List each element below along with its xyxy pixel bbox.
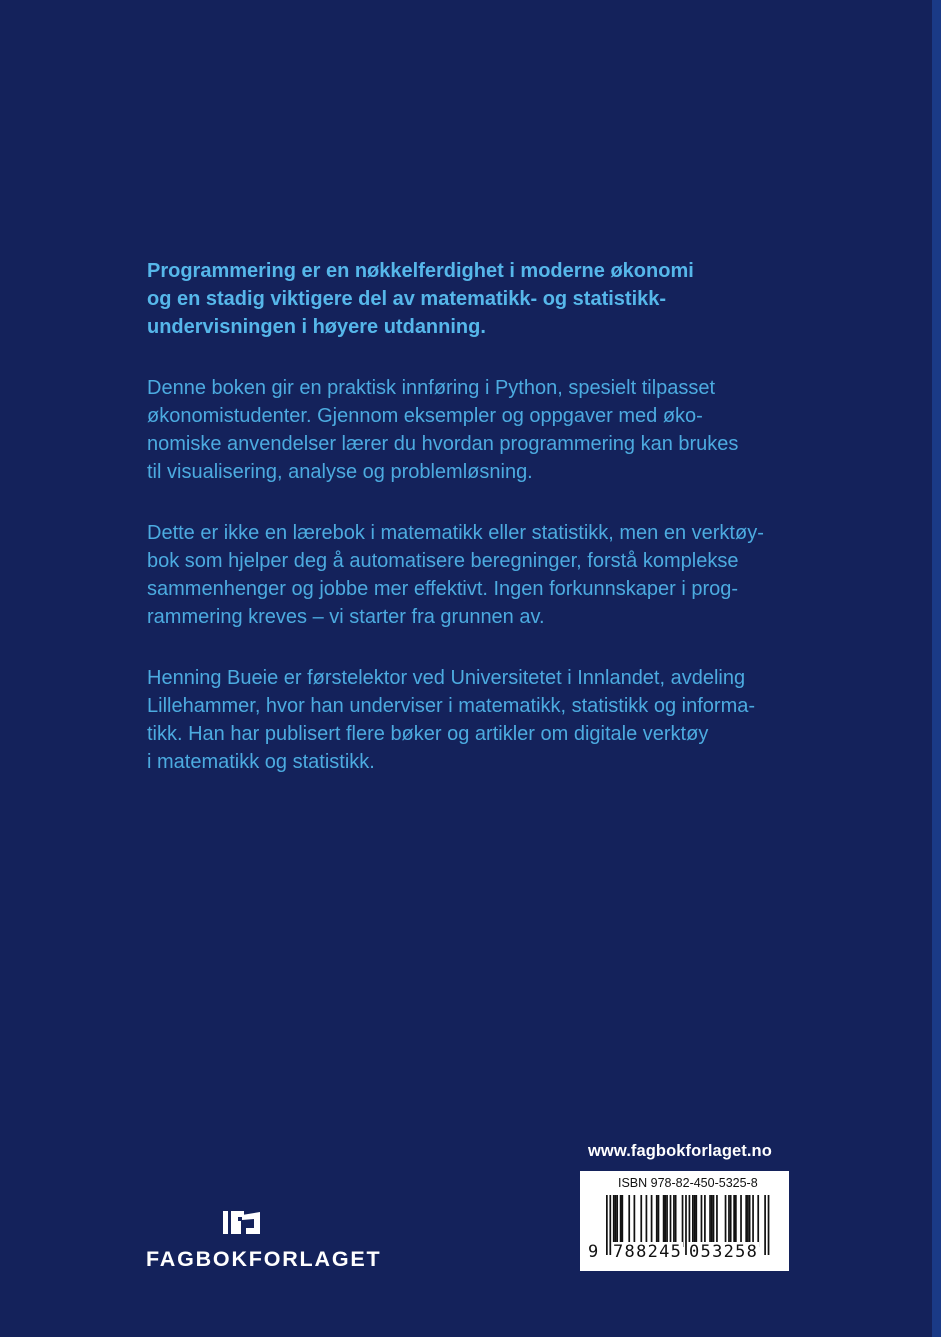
- paragraph-line: sammenhenger og jobbe mer effektivt. Ingen forkunnskaper i prog-: [147, 578, 739, 600]
- paragraph-line: nomiske anvendelser lærer du hvordan programmering kan brukes: [147, 433, 739, 455]
- barcode-bar: [694, 1195, 696, 1247]
- paragraph-line: Henning Bueie er førstelektor ved Universitetet i Innlandet, avdeling: [147, 667, 746, 689]
- paragraph-line: til visualisering, analyse og problemløsning.: [147, 461, 533, 483]
- barcode-bar: [740, 1195, 742, 1247]
- barcode-bar: [656, 1195, 658, 1247]
- barcode-bar: [711, 1195, 713, 1247]
- barcode-bar: [764, 1195, 766, 1255]
- paragraph-line: bok som hjelper deg å automatisere beregninger, forstå komplekse: [147, 550, 739, 572]
- paragraph-line: Lillehammer, hvor han underviser i matematikk, statistikk og informa-: [147, 695, 756, 717]
- barcode-bar: [615, 1195, 617, 1247]
- author-paragraph: [147, 664, 807, 776]
- barcode-bar: [628, 1195, 630, 1247]
- paragraph-line: Denne boken gir en praktisk innføring i Python, spesielt tilpasset: [147, 377, 716, 399]
- barcode-bar: [666, 1195, 668, 1247]
- open-book-logo-icon: [222, 1207, 262, 1237]
- barcode-bar: [725, 1195, 727, 1247]
- barcode-bar: [757, 1195, 759, 1247]
- barcode-bar: [663, 1195, 665, 1247]
- barcode-bar: [701, 1195, 703, 1247]
- barcode-bar: [609, 1195, 611, 1255]
- barcode-bar: [606, 1195, 608, 1255]
- barcode-bar: [634, 1195, 636, 1247]
- barcode-bar: [749, 1195, 751, 1247]
- paragraph-line: økonomistudenter. Gjennom eksempler og oppgaver med øko-: [147, 405, 703, 427]
- lead-line: Programmering er en nøkkelferdighet i moderne økonomi: [147, 260, 694, 282]
- barcode-left-digits: 788245: [613, 1242, 683, 1262]
- paragraph-line: Dette er ikke en lærebok i matematikk eller statistikk, men en verktøy-: [147, 522, 764, 544]
- blurb-text: [147, 257, 807, 809]
- barcode-bar: [733, 1195, 735, 1247]
- barcode-bar: [752, 1195, 754, 1247]
- barcode-bar: [664, 1195, 666, 1247]
- barcode-bar: [692, 1195, 694, 1247]
- barcode-right-digits: 053258: [689, 1242, 759, 1262]
- intro-paragraph: [147, 374, 807, 486]
- barcode-bar: [747, 1195, 749, 1247]
- barcode-bar: [730, 1195, 732, 1247]
- lead-line: og en stadig viktigere del av matematikk- og statistikk-: [147, 288, 667, 310]
- paragraph-line: tikk. Han har publisert flere bøker og artikler om digitale verktøy: [147, 723, 709, 745]
- barcode-bar: [695, 1195, 697, 1247]
- barcode-bar: [613, 1195, 615, 1247]
- barcode-bar: [709, 1195, 711, 1247]
- barcode-bar: [616, 1195, 618, 1247]
- barcode-bar: [704, 1195, 706, 1247]
- lead-paragraph: [147, 257, 807, 341]
- barcode-bar: [728, 1195, 730, 1247]
- publisher-name: FAGBOKFORLAGET: [146, 1247, 382, 1271]
- barcode-bar: [620, 1195, 622, 1247]
- publisher-website: www.fagbokforlaget.no: [588, 1142, 772, 1160]
- barcode-bar: [716, 1195, 718, 1247]
- lead-line: undervisningen i høyere utdanning.: [147, 316, 486, 338]
- barcode-bar: [673, 1195, 675, 1247]
- barcode-bar: [682, 1195, 684, 1247]
- isbn-label: ISBN 978-82-450-5325-8: [618, 1176, 758, 1190]
- toolbook-paragraph: [147, 519, 807, 631]
- barcode-bar: [651, 1195, 653, 1247]
- spine-edge: [932, 0, 941, 1337]
- barcode-bar: [735, 1195, 737, 1247]
- barcode-bar: [640, 1195, 642, 1247]
- barcode-bar: [685, 1195, 687, 1255]
- paragraph-line: rammering kreves – vi starter fra grunnen av.: [147, 606, 545, 628]
- barcode-bar: [670, 1195, 672, 1247]
- barcode-bar: [745, 1195, 747, 1247]
- isbn-barcode: [580, 1171, 789, 1271]
- paragraph-line: i matematikk og statistikk.: [147, 751, 375, 773]
- barcode-first-digit: 9: [588, 1242, 599, 1262]
- barcode-bar: [658, 1195, 660, 1247]
- barcode-bar: [675, 1195, 677, 1247]
- barcode-bar: [621, 1195, 623, 1247]
- barcode-bar: [768, 1195, 770, 1255]
- barcode-bar: [646, 1195, 648, 1247]
- barcode-bar: [713, 1195, 715, 1247]
